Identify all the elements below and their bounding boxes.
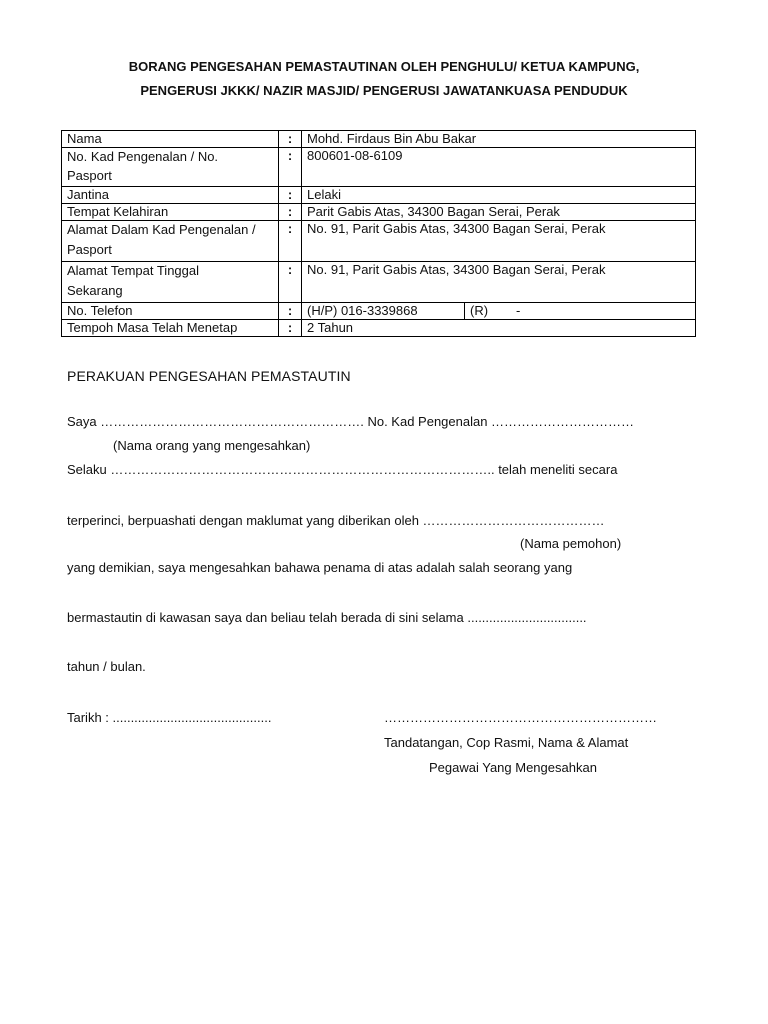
declaration-line-bermastautin: bermastautin di kawasan saya dan beliau telah berada di sini selama .................................	[67, 610, 587, 625]
value-alamat-ic: No. 91, Parit Gabis Atas, 34300 Bagan Serai, Perak	[302, 221, 696, 262]
label-jantina: Jantina	[62, 187, 279, 204]
table-row-tempoh	[62, 320, 696, 337]
table-row-alamat-tinggal	[62, 262, 696, 303]
signature-caption-1: Tandatangan, Cop Rasmi, Nama & Alamat	[384, 735, 629, 750]
declaration-note-nama-pemohon: (Nama pemohon)	[520, 536, 622, 551]
declaration-line-terperinci: terperinci, berpuashati dengan maklumat yang diberikan oleh ……………………………………	[67, 513, 605, 528]
table-row-telefon	[62, 303, 696, 320]
colon: :	[279, 131, 302, 148]
label-alamat-tinggal	[62, 262, 279, 303]
colon: :	[279, 303, 302, 320]
label-alamat-ic-line-2: Pasport	[67, 242, 112, 257]
table-row-jantina	[62, 187, 696, 204]
label-telefon: No. Telefon	[62, 303, 279, 320]
label-alamat-tinggal-line-2: Sekarang	[67, 283, 123, 298]
date-field: Tarikh : ............................................	[67, 710, 272, 725]
label-ic	[62, 148, 279, 187]
declaration-line-tahun-bulan: tahun / bulan.	[67, 659, 146, 674]
signature-caption-2: Pegawai Yang Mengesahkan	[429, 760, 597, 775]
label-nama: Nama	[62, 131, 279, 148]
table-row-alamat-ic	[62, 221, 696, 262]
label-alamat-ic	[62, 221, 279, 262]
form-title-line-1: BORANG PENGESAHAN PEMASTAUTINAN OLEH PENGHULU/ KETUA KAMPUNG,	[128, 59, 640, 74]
applicant-info-table	[61, 130, 696, 337]
table-row-nama	[62, 131, 696, 148]
signature-line: ………………………………………………………	[384, 710, 657, 725]
value-jantina: Lelaki	[302, 187, 696, 204]
colon: :	[279, 204, 302, 221]
value-ic: 800601-08-6109	[302, 148, 696, 187]
value-telefon-rumah	[465, 303, 525, 319]
colon: :	[279, 262, 302, 303]
value-alamat-tinggal: No. 91, Parit Gabis Atas, 34300 Bagan Serai, Perak	[302, 262, 696, 303]
declaration-line-selaku: Selaku …………………………………………………………………………….. telah meneliti secara	[67, 462, 618, 477]
colon: :	[279, 187, 302, 204]
label-tempat-kelahiran: Tempat Kelahiran	[62, 204, 279, 221]
declaration-note-nama-pengesah: (Nama orang yang mengesahkan)	[113, 438, 311, 453]
value-telefon	[302, 303, 696, 320]
value-tempoh: 2 Tahun	[302, 320, 696, 337]
label-alamat-ic-line-1: Alamat Dalam Kad Pengenalan /	[67, 222, 256, 237]
value-telefon-r: -	[516, 303, 521, 318]
declaration-title: PERAKUAN PENGESAHAN PEMASTAUTIN	[67, 368, 351, 384]
colon: :	[279, 148, 302, 187]
value-telefon-hp: (H/P) 016-3339868	[302, 303, 465, 319]
declaration-line-saya: Saya ……………………………………………………. No. Kad Pengenalan ……………………………	[67, 414, 635, 429]
colon: :	[279, 221, 302, 262]
label-telefon-r: (R)	[470, 303, 489, 318]
label-ic-line-2: Pasport	[67, 168, 112, 183]
colon: :	[279, 320, 302, 337]
form-title-line-2: PENGERUSI JKKK/ NAZIR MASJID/ PENGERUSI JAWATANKUASA PENDUDUK	[140, 83, 628, 98]
declaration-line-demikian: yang demikian, saya mengesahkan bahawa penama di atas adalah salah seorang yang	[67, 560, 573, 575]
label-alamat-tinggal-line-1: Alamat Tempat Tinggal	[67, 263, 199, 278]
value-tempat-kelahiran: Parit Gabis Atas, 34300 Bagan Serai, Perak	[302, 204, 696, 221]
label-ic-line-1: No. Kad Pengenalan / No.	[67, 149, 219, 164]
table-row-tempat-kelahiran	[62, 204, 696, 221]
label-tempoh: Tempoh Masa Telah Menetap	[62, 320, 279, 337]
table-row-ic	[62, 148, 696, 187]
value-nama: Mohd. Firdaus Bin Abu Bakar	[302, 131, 696, 148]
